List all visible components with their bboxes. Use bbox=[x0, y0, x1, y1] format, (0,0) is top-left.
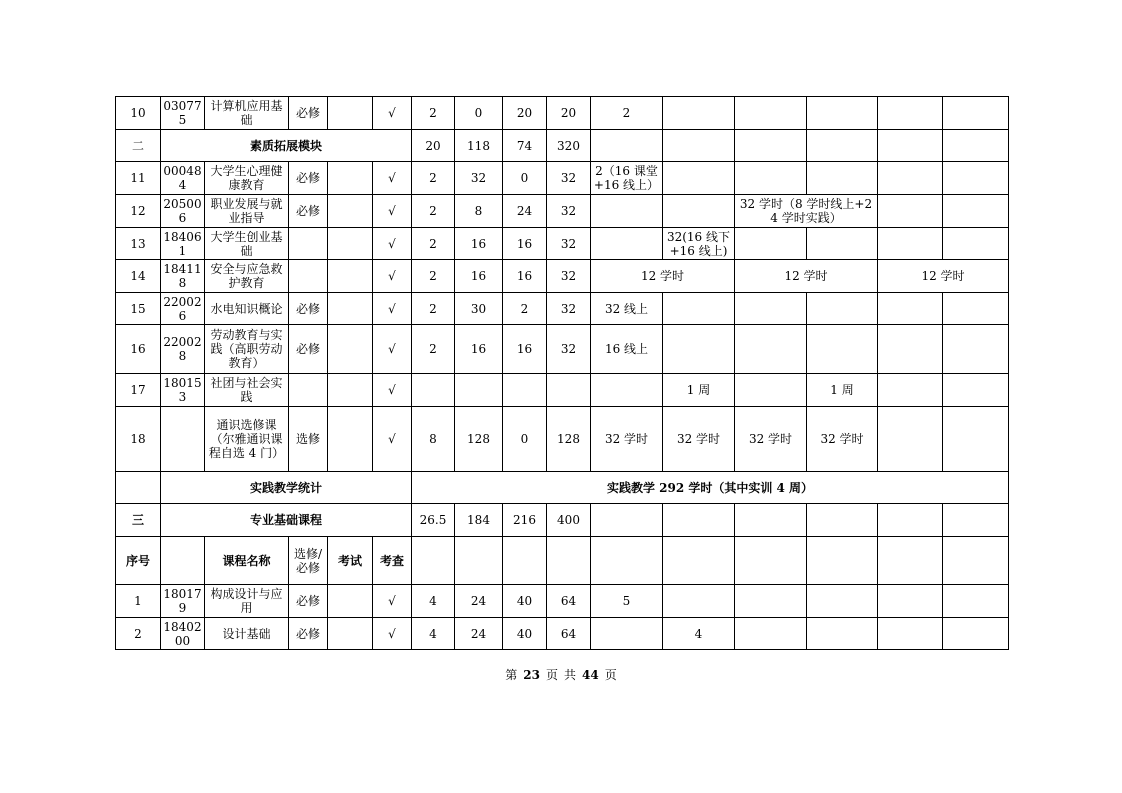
practice-stats-label: 实践教学统计 bbox=[161, 472, 412, 504]
footer-prefix: 第 bbox=[505, 668, 518, 682]
check-mark: √ bbox=[373, 97, 412, 130]
table-row bbox=[116, 407, 1009, 472]
row-number: 13 bbox=[116, 228, 161, 260]
semester-5 bbox=[878, 162, 943, 195]
semester-2 bbox=[663, 162, 735, 195]
credit-cell: 2 bbox=[412, 325, 455, 374]
row-number: 17 bbox=[116, 374, 161, 407]
total-hours: 128 bbox=[547, 407, 591, 472]
semester-4 bbox=[807, 97, 878, 130]
semester-2 bbox=[663, 97, 735, 130]
exam-cell bbox=[328, 195, 373, 228]
row-number: 18 bbox=[116, 407, 161, 472]
semester-3-4: 32 学时（8 学时线上+24 学时实践） bbox=[735, 195, 878, 228]
table-row bbox=[116, 585, 1009, 618]
semester-2: 32 学时 bbox=[663, 407, 735, 472]
semester-4 bbox=[807, 504, 878, 537]
header-check: 考查 bbox=[373, 537, 412, 585]
course-code: 220026 bbox=[161, 293, 205, 325]
course-code: 184118 bbox=[161, 260, 205, 293]
course-name: 职业发展与就业指导 bbox=[205, 195, 289, 228]
semester-4 bbox=[807, 618, 878, 650]
table-row bbox=[116, 618, 1009, 650]
check-mark: √ bbox=[373, 162, 412, 195]
footer-total-word: 共 bbox=[564, 668, 577, 682]
table-row bbox=[116, 228, 1009, 260]
theory-hours: 32 bbox=[455, 162, 503, 195]
course-name: 设计基础 bbox=[205, 618, 289, 650]
check-mark: √ bbox=[373, 585, 412, 618]
credit-cell: 4 bbox=[412, 585, 455, 618]
practice-hours: 40 bbox=[503, 585, 547, 618]
semester-1 bbox=[591, 195, 663, 228]
total-hours: 32 bbox=[547, 293, 591, 325]
exam-cell bbox=[328, 162, 373, 195]
semester-2 bbox=[663, 585, 735, 618]
practice-hours: 16 bbox=[503, 260, 547, 293]
exam-cell bbox=[328, 228, 373, 260]
credit-cell: 2 bbox=[412, 293, 455, 325]
practice-hours: 74 bbox=[503, 130, 547, 162]
credit-cell: 4 bbox=[412, 618, 455, 650]
semester-5 bbox=[878, 228, 943, 260]
course-code: 184061 bbox=[161, 228, 205, 260]
semester-3 bbox=[735, 162, 807, 195]
course-type: 必修 bbox=[289, 195, 328, 228]
header-type: 选修/必修 bbox=[289, 537, 328, 585]
header-semester-3 bbox=[735, 537, 807, 585]
semester-6 bbox=[943, 162, 1009, 195]
practice-hours: 0 bbox=[503, 407, 547, 472]
section-label: 素质拓展模块 bbox=[161, 130, 412, 162]
exam-cell bbox=[328, 325, 373, 374]
semester-5 bbox=[878, 407, 943, 472]
header-practice bbox=[503, 537, 547, 585]
semester-1-2: 12 学时 bbox=[591, 260, 735, 293]
course-type: 必修 bbox=[289, 325, 328, 374]
practice-hours: 40 bbox=[503, 618, 547, 650]
semester-5 bbox=[878, 130, 943, 162]
course-type bbox=[289, 228, 328, 260]
row-number: 2 bbox=[116, 618, 161, 650]
course-name: 大学生心理健康教育 bbox=[205, 162, 289, 195]
course-type: 必修 bbox=[289, 162, 328, 195]
semester-2 bbox=[663, 130, 735, 162]
course-name: 劳动教育与实践（高职劳动教育） bbox=[205, 325, 289, 374]
theory-hours: 30 bbox=[455, 293, 503, 325]
semester-6 bbox=[943, 618, 1009, 650]
empty-cell bbox=[116, 472, 161, 504]
credit-cell: 2 bbox=[412, 228, 455, 260]
total-hours: 320 bbox=[547, 130, 591, 162]
semester-5 bbox=[878, 618, 943, 650]
course-type: 必修 bbox=[289, 97, 328, 130]
theory-hours: 128 bbox=[455, 407, 503, 472]
exam-cell bbox=[328, 585, 373, 618]
theory-hours bbox=[455, 374, 503, 407]
semester-1 bbox=[591, 374, 663, 407]
theory-hours: 0 bbox=[455, 97, 503, 130]
semester-5 bbox=[878, 325, 943, 374]
semester-4 bbox=[807, 130, 878, 162]
semester-3 bbox=[735, 618, 807, 650]
header-course-name: 课程名称 bbox=[205, 537, 289, 585]
header-row bbox=[116, 537, 1009, 585]
theory-hours: 184 bbox=[455, 504, 503, 537]
credit-cell: 20 bbox=[412, 130, 455, 162]
check-mark: √ bbox=[373, 228, 412, 260]
semester-1: 32 学时 bbox=[591, 407, 663, 472]
course-code bbox=[161, 407, 205, 472]
check-mark: √ bbox=[373, 618, 412, 650]
course-type: 必修 bbox=[289, 585, 328, 618]
course-name: 计算机应用基础 bbox=[205, 97, 289, 130]
header-semester-2 bbox=[663, 537, 735, 585]
semester-1 bbox=[591, 228, 663, 260]
semester-1: 16 线上 bbox=[591, 325, 663, 374]
semester-4 bbox=[807, 293, 878, 325]
semester-4: 1 周 bbox=[807, 374, 878, 407]
practice-hours bbox=[503, 374, 547, 407]
table-row bbox=[116, 97, 1009, 130]
semester-3 bbox=[735, 374, 807, 407]
practice-hours: 20 bbox=[503, 97, 547, 130]
check-mark: √ bbox=[373, 325, 412, 374]
semester-1: 2 bbox=[591, 97, 663, 130]
total-hours: 32 bbox=[547, 228, 591, 260]
semester-6 bbox=[943, 374, 1009, 407]
semester-6 bbox=[943, 97, 1009, 130]
section-number: 三 bbox=[116, 504, 161, 537]
semester-6 bbox=[943, 293, 1009, 325]
semester-4: 32 学时 bbox=[807, 407, 878, 472]
semester-4 bbox=[807, 162, 878, 195]
header-credit bbox=[412, 537, 455, 585]
header-total bbox=[547, 537, 591, 585]
check-mark: √ bbox=[373, 407, 412, 472]
header-semester-6 bbox=[943, 537, 1009, 585]
footer-suffix: 页 bbox=[604, 668, 617, 682]
credit-cell: 2 bbox=[412, 97, 455, 130]
semester-2 bbox=[663, 195, 735, 228]
semester-4 bbox=[807, 228, 878, 260]
semester-3 bbox=[735, 228, 807, 260]
credit-cell: 2 bbox=[412, 195, 455, 228]
total-hours: 64 bbox=[547, 585, 591, 618]
exam-cell bbox=[328, 97, 373, 130]
practice-hours: 2 bbox=[503, 293, 547, 325]
practice-hours: 216 bbox=[503, 504, 547, 537]
semester-2: 1 周 bbox=[663, 374, 735, 407]
table-row bbox=[116, 260, 1009, 293]
exam-cell bbox=[328, 293, 373, 325]
semester-2 bbox=[663, 504, 735, 537]
semester-6 bbox=[943, 585, 1009, 618]
course-code: 205006 bbox=[161, 195, 205, 228]
course-name: 水电知识概论 bbox=[205, 293, 289, 325]
course-type: 必修 bbox=[289, 618, 328, 650]
header-code bbox=[161, 537, 205, 585]
header-semester-4 bbox=[807, 537, 878, 585]
theory-hours: 16 bbox=[455, 228, 503, 260]
course-code: 030775 bbox=[161, 97, 205, 130]
semester-3 bbox=[735, 130, 807, 162]
course-code: 000484 bbox=[161, 162, 205, 195]
semester-5 bbox=[878, 293, 943, 325]
course-name: 安全与应急救护教育 bbox=[205, 260, 289, 293]
page-footer bbox=[0, 666, 1122, 683]
course-code: 180179 bbox=[161, 585, 205, 618]
total-hours: 32 bbox=[547, 325, 591, 374]
row-number: 15 bbox=[116, 293, 161, 325]
course-code: 1840200 bbox=[161, 618, 205, 650]
header-number: 序号 bbox=[116, 537, 161, 585]
semester-1 bbox=[591, 618, 663, 650]
row-number: 11 bbox=[116, 162, 161, 195]
practice-hours: 16 bbox=[503, 228, 547, 260]
table-row bbox=[116, 293, 1009, 325]
course-type: 选修 bbox=[289, 407, 328, 472]
total-hours: 32 bbox=[547, 162, 591, 195]
semester-1 bbox=[591, 130, 663, 162]
semester-5 bbox=[878, 585, 943, 618]
total-hours: 32 bbox=[547, 195, 591, 228]
semester-3 bbox=[735, 97, 807, 130]
header-semester-1 bbox=[591, 537, 663, 585]
course-type bbox=[289, 260, 328, 293]
section-row bbox=[116, 130, 1009, 162]
semester-3 bbox=[735, 325, 807, 374]
semester-5 bbox=[878, 195, 943, 228]
curriculum-table bbox=[115, 96, 1009, 650]
practice-stats-value: 实践教学 292 学时（其中实训 4 周） bbox=[412, 472, 1009, 504]
course-code: 180153 bbox=[161, 374, 205, 407]
total-hours: 20 bbox=[547, 97, 591, 130]
total-hours: 64 bbox=[547, 618, 591, 650]
practice-hours: 16 bbox=[503, 325, 547, 374]
credit-cell: 26.5 bbox=[412, 504, 455, 537]
semester-3 bbox=[735, 293, 807, 325]
semester-5 bbox=[878, 97, 943, 130]
semester-2: 4 bbox=[663, 618, 735, 650]
total-hours: 32 bbox=[547, 260, 591, 293]
course-type: 必修 bbox=[289, 293, 328, 325]
exam-cell bbox=[328, 618, 373, 650]
check-mark: √ bbox=[373, 260, 412, 293]
table-row bbox=[116, 162, 1009, 195]
semester-4 bbox=[807, 325, 878, 374]
semester-1: 32 线上 bbox=[591, 293, 663, 325]
total-page-number: 44 bbox=[582, 668, 599, 682]
semester-6 bbox=[943, 130, 1009, 162]
check-mark: √ bbox=[373, 195, 412, 228]
credit-cell bbox=[412, 374, 455, 407]
semester-2: 32(16 线下+16 线上) bbox=[663, 228, 735, 260]
exam-cell bbox=[328, 374, 373, 407]
credit-cell: 2 bbox=[412, 162, 455, 195]
practice-stats-row bbox=[116, 472, 1009, 504]
theory-hours: 16 bbox=[455, 260, 503, 293]
row-number: 14 bbox=[116, 260, 161, 293]
semester-3-4: 12 学时 bbox=[735, 260, 878, 293]
section-number: 二 bbox=[116, 130, 161, 162]
theory-hours: 118 bbox=[455, 130, 503, 162]
total-hours: 400 bbox=[547, 504, 591, 537]
theory-hours: 24 bbox=[455, 618, 503, 650]
theory-hours: 8 bbox=[455, 195, 503, 228]
course-name: 构成设计与应用 bbox=[205, 585, 289, 618]
row-number: 10 bbox=[116, 97, 161, 130]
semester-6 bbox=[943, 195, 1009, 228]
exam-cell bbox=[328, 407, 373, 472]
course-type bbox=[289, 374, 328, 407]
semester-1: 2（16 课堂+16 线上） bbox=[591, 162, 663, 195]
semester-6 bbox=[943, 228, 1009, 260]
section-label: 专业基础课程 bbox=[161, 504, 412, 537]
semester-4 bbox=[807, 585, 878, 618]
section-row bbox=[116, 504, 1009, 537]
table-row bbox=[116, 325, 1009, 374]
course-name: 大学生创业基础 bbox=[205, 228, 289, 260]
course-name: 社团与社会实践 bbox=[205, 374, 289, 407]
check-mark: √ bbox=[373, 293, 412, 325]
theory-hours: 24 bbox=[455, 585, 503, 618]
practice-hours: 24 bbox=[503, 195, 547, 228]
row-number: 1 bbox=[116, 585, 161, 618]
semester-3 bbox=[735, 585, 807, 618]
theory-hours: 16 bbox=[455, 325, 503, 374]
semester-2 bbox=[663, 293, 735, 325]
credit-cell: 2 bbox=[412, 260, 455, 293]
semester-3 bbox=[735, 504, 807, 537]
semester-1: 5 bbox=[591, 585, 663, 618]
semester-6 bbox=[943, 504, 1009, 537]
practice-hours: 0 bbox=[503, 162, 547, 195]
table-row bbox=[116, 195, 1009, 228]
row-number: 12 bbox=[116, 195, 161, 228]
footer-page-word: 页 bbox=[545, 668, 558, 682]
semester-1 bbox=[591, 504, 663, 537]
header-exam: 考试 bbox=[328, 537, 373, 585]
semester-5-6: 12 学时 bbox=[878, 260, 1009, 293]
exam-cell bbox=[328, 260, 373, 293]
course-code: 220028 bbox=[161, 325, 205, 374]
semester-6 bbox=[943, 407, 1009, 472]
total-hours bbox=[547, 374, 591, 407]
semester-5 bbox=[878, 504, 943, 537]
check-mark: √ bbox=[373, 374, 412, 407]
course-name: 通识选修课（尔雅通识课程自选 4 门） bbox=[205, 407, 289, 472]
semester-6 bbox=[943, 325, 1009, 374]
semester-3: 32 学时 bbox=[735, 407, 807, 472]
header-semester-5 bbox=[878, 537, 943, 585]
table-row bbox=[116, 374, 1009, 407]
semester-2 bbox=[663, 325, 735, 374]
credit-cell: 8 bbox=[412, 407, 455, 472]
semester-5 bbox=[878, 374, 943, 407]
current-page-number: 23 bbox=[523, 668, 540, 682]
header-theory bbox=[455, 537, 503, 585]
row-number: 16 bbox=[116, 325, 161, 374]
